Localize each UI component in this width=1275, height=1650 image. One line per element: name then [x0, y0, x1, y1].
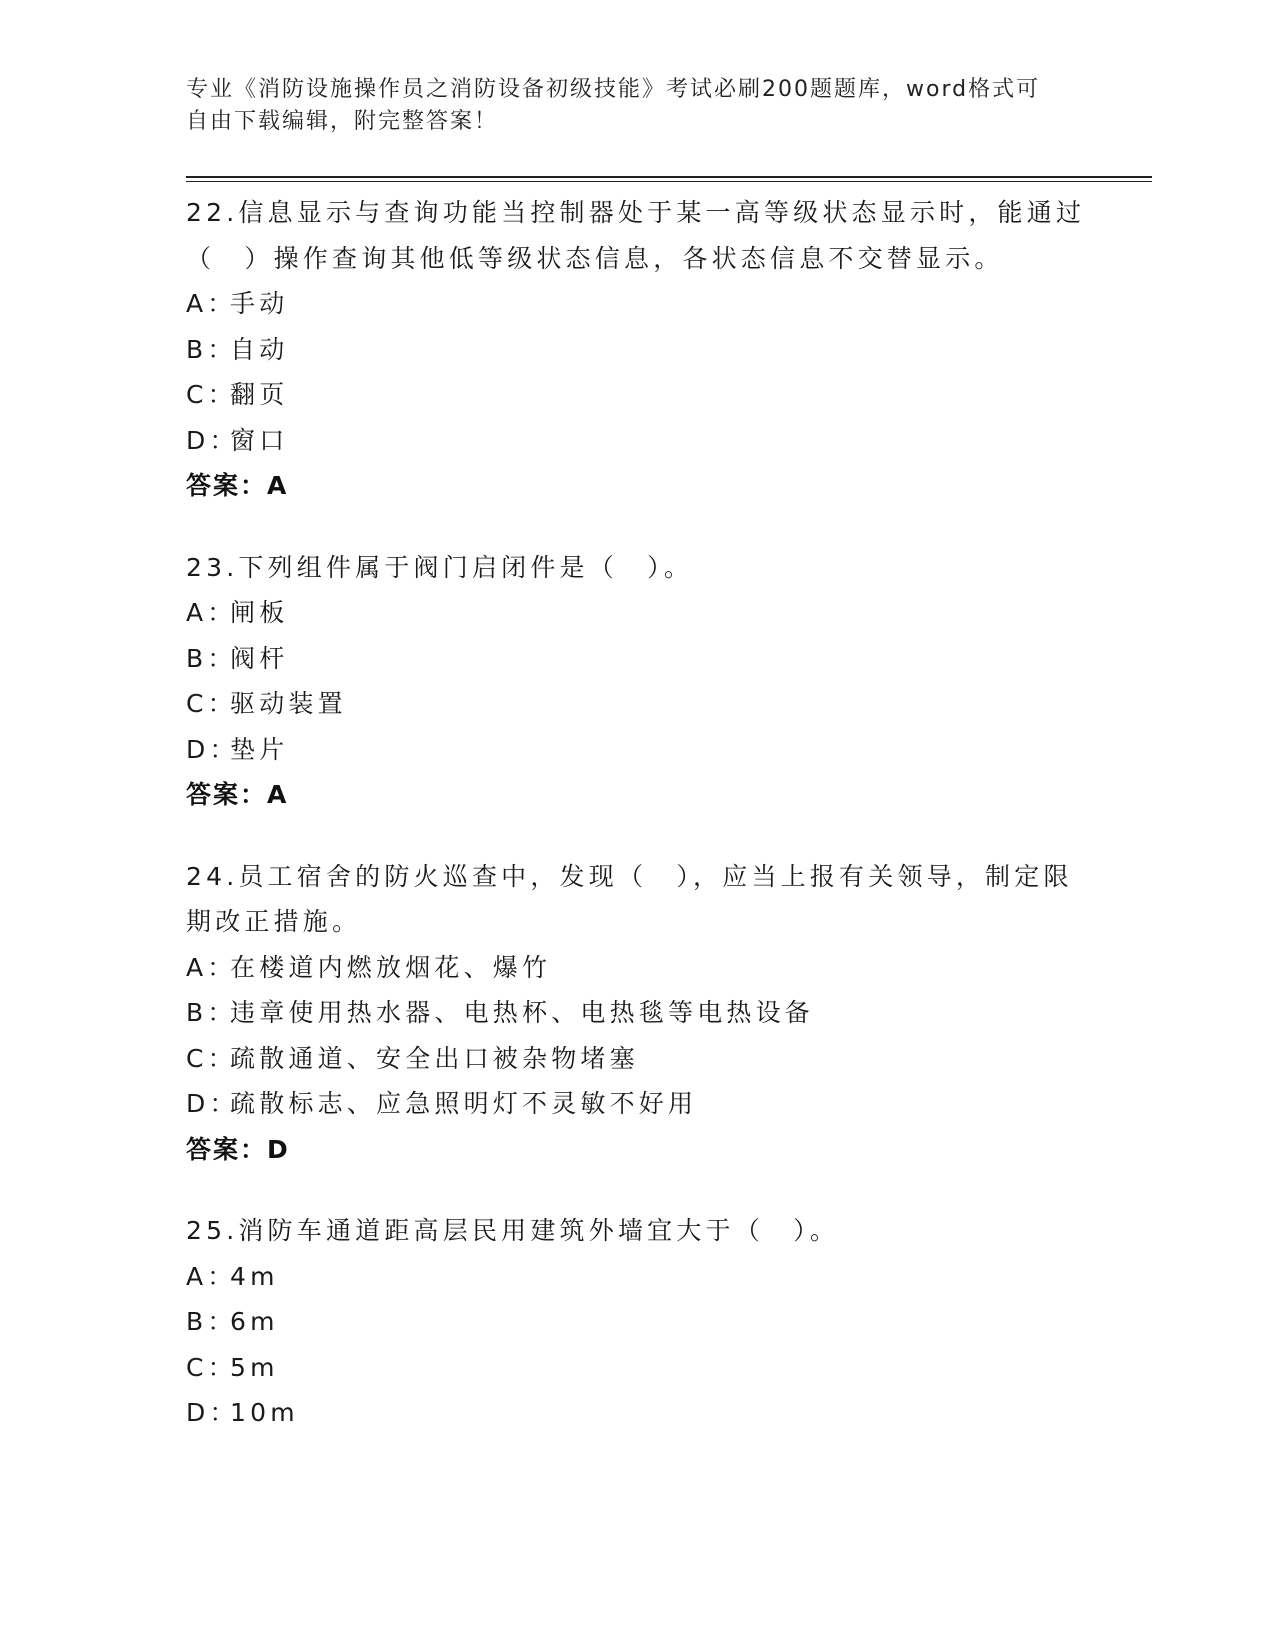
option-b	[186, 327, 1086, 373]
question-stem-line: 23.下列组件属于阀门启闭件是（ ）。	[186, 552, 694, 582]
answer-line	[186, 772, 1086, 818]
answer-value: A	[267, 780, 289, 809]
document-header	[186, 74, 1086, 138]
option-text: 违章使用热水器、电热杯、电热毯等电热设备	[230, 998, 815, 1027]
option-label: D：	[186, 425, 239, 455]
option-text: 疏散标志、应急照明灯不灵敏不好用	[230, 1089, 698, 1118]
option-a	[186, 281, 1086, 327]
answer-label: 答案：	[186, 780, 268, 809]
option-b	[186, 1299, 1086, 1345]
header-divider-thin	[186, 181, 1152, 182]
question-stem-line: 24.员工宿舍的防火巡查中，发现（ ），应当上报有关领导，制定限	[186, 861, 1073, 891]
question-stem-line: 22.信息显示与查询功能当控制器处于某一高等级状态显示时，能通过	[186, 198, 1086, 227]
option-c	[186, 1345, 1086, 1391]
option-label: C：	[186, 1043, 237, 1073]
option-text: 4m	[230, 1261, 279, 1291]
question-23	[186, 545, 1086, 818]
option-b	[186, 990, 1086, 1036]
option-d	[186, 418, 1086, 464]
answer-line	[186, 463, 1086, 509]
option-label: B：	[186, 643, 237, 673]
option-label: B：	[186, 1307, 237, 1336]
answer-value: D	[267, 1134, 290, 1164]
option-text: 6m	[230, 1307, 279, 1336]
answer-line	[186, 1127, 1086, 1173]
option-text: 10m	[230, 1398, 299, 1427]
option-text: 翻页	[230, 380, 289, 409]
option-text: 闸板	[230, 598, 289, 627]
question-25	[186, 1208, 1086, 1436]
option-a	[186, 1254, 1086, 1300]
answer-label: 答案：	[186, 1134, 268, 1164]
option-text: 驱动装置	[230, 689, 347, 718]
option-text: 5m	[230, 1352, 279, 1382]
option-c	[186, 1036, 1086, 1082]
option-label: D：	[186, 734, 239, 764]
question-22	[186, 190, 1086, 509]
option-label: A：	[186, 598, 237, 627]
option-label: B：	[186, 998, 237, 1027]
option-text: 窗口	[230, 425, 289, 455]
option-label: C：	[186, 689, 237, 718]
option-label: A：	[186, 952, 237, 982]
option-label: D：	[186, 1089, 239, 1118]
question-stem-line: 期改正措施。	[186, 907, 362, 936]
question-stem-line: （ ）操作查询其他低等级状态信息，各状态信息不交替显示。	[186, 243, 1004, 273]
option-text: 自动	[230, 334, 289, 364]
option-text: 手动	[230, 289, 289, 318]
header-line-2: 自由下载编辑，附完整答案！	[186, 109, 499, 134]
option-c	[186, 681, 1086, 727]
option-d	[186, 1081, 1086, 1127]
option-text: 阀杆	[230, 643, 289, 673]
option-label: A：	[186, 1261, 237, 1291]
answer-label: 答案：	[186, 471, 268, 500]
header-line-1: 专业《消防设施操作员之消防设备初级技能》考试必刷200题题库，word格式可	[186, 77, 1041, 102]
option-a	[186, 590, 1086, 636]
option-d	[186, 727, 1086, 773]
answer-value: A	[267, 471, 289, 500]
option-d	[186, 1390, 1086, 1436]
header-divider-thick	[186, 176, 1152, 178]
option-text: 垫片	[230, 734, 289, 764]
option-label: A：	[186, 289, 237, 318]
option-label: C：	[186, 1352, 237, 1382]
question-stem-line: 25.消防车通道距高层民用建筑外墙宜大于（ ）。	[186, 1216, 840, 1245]
option-c	[186, 372, 1086, 418]
question-list	[186, 190, 1086, 1472]
question-24	[186, 854, 1086, 1173]
option-a	[186, 945, 1086, 991]
option-label: C：	[186, 380, 237, 409]
option-text: 在楼道内燃放烟花、爆竹	[230, 952, 552, 982]
option-text: 疏散通道、安全出口被杂物堵塞	[230, 1043, 639, 1073]
option-b	[186, 636, 1086, 682]
option-label: B：	[186, 334, 237, 364]
option-label: D：	[186, 1398, 239, 1427]
